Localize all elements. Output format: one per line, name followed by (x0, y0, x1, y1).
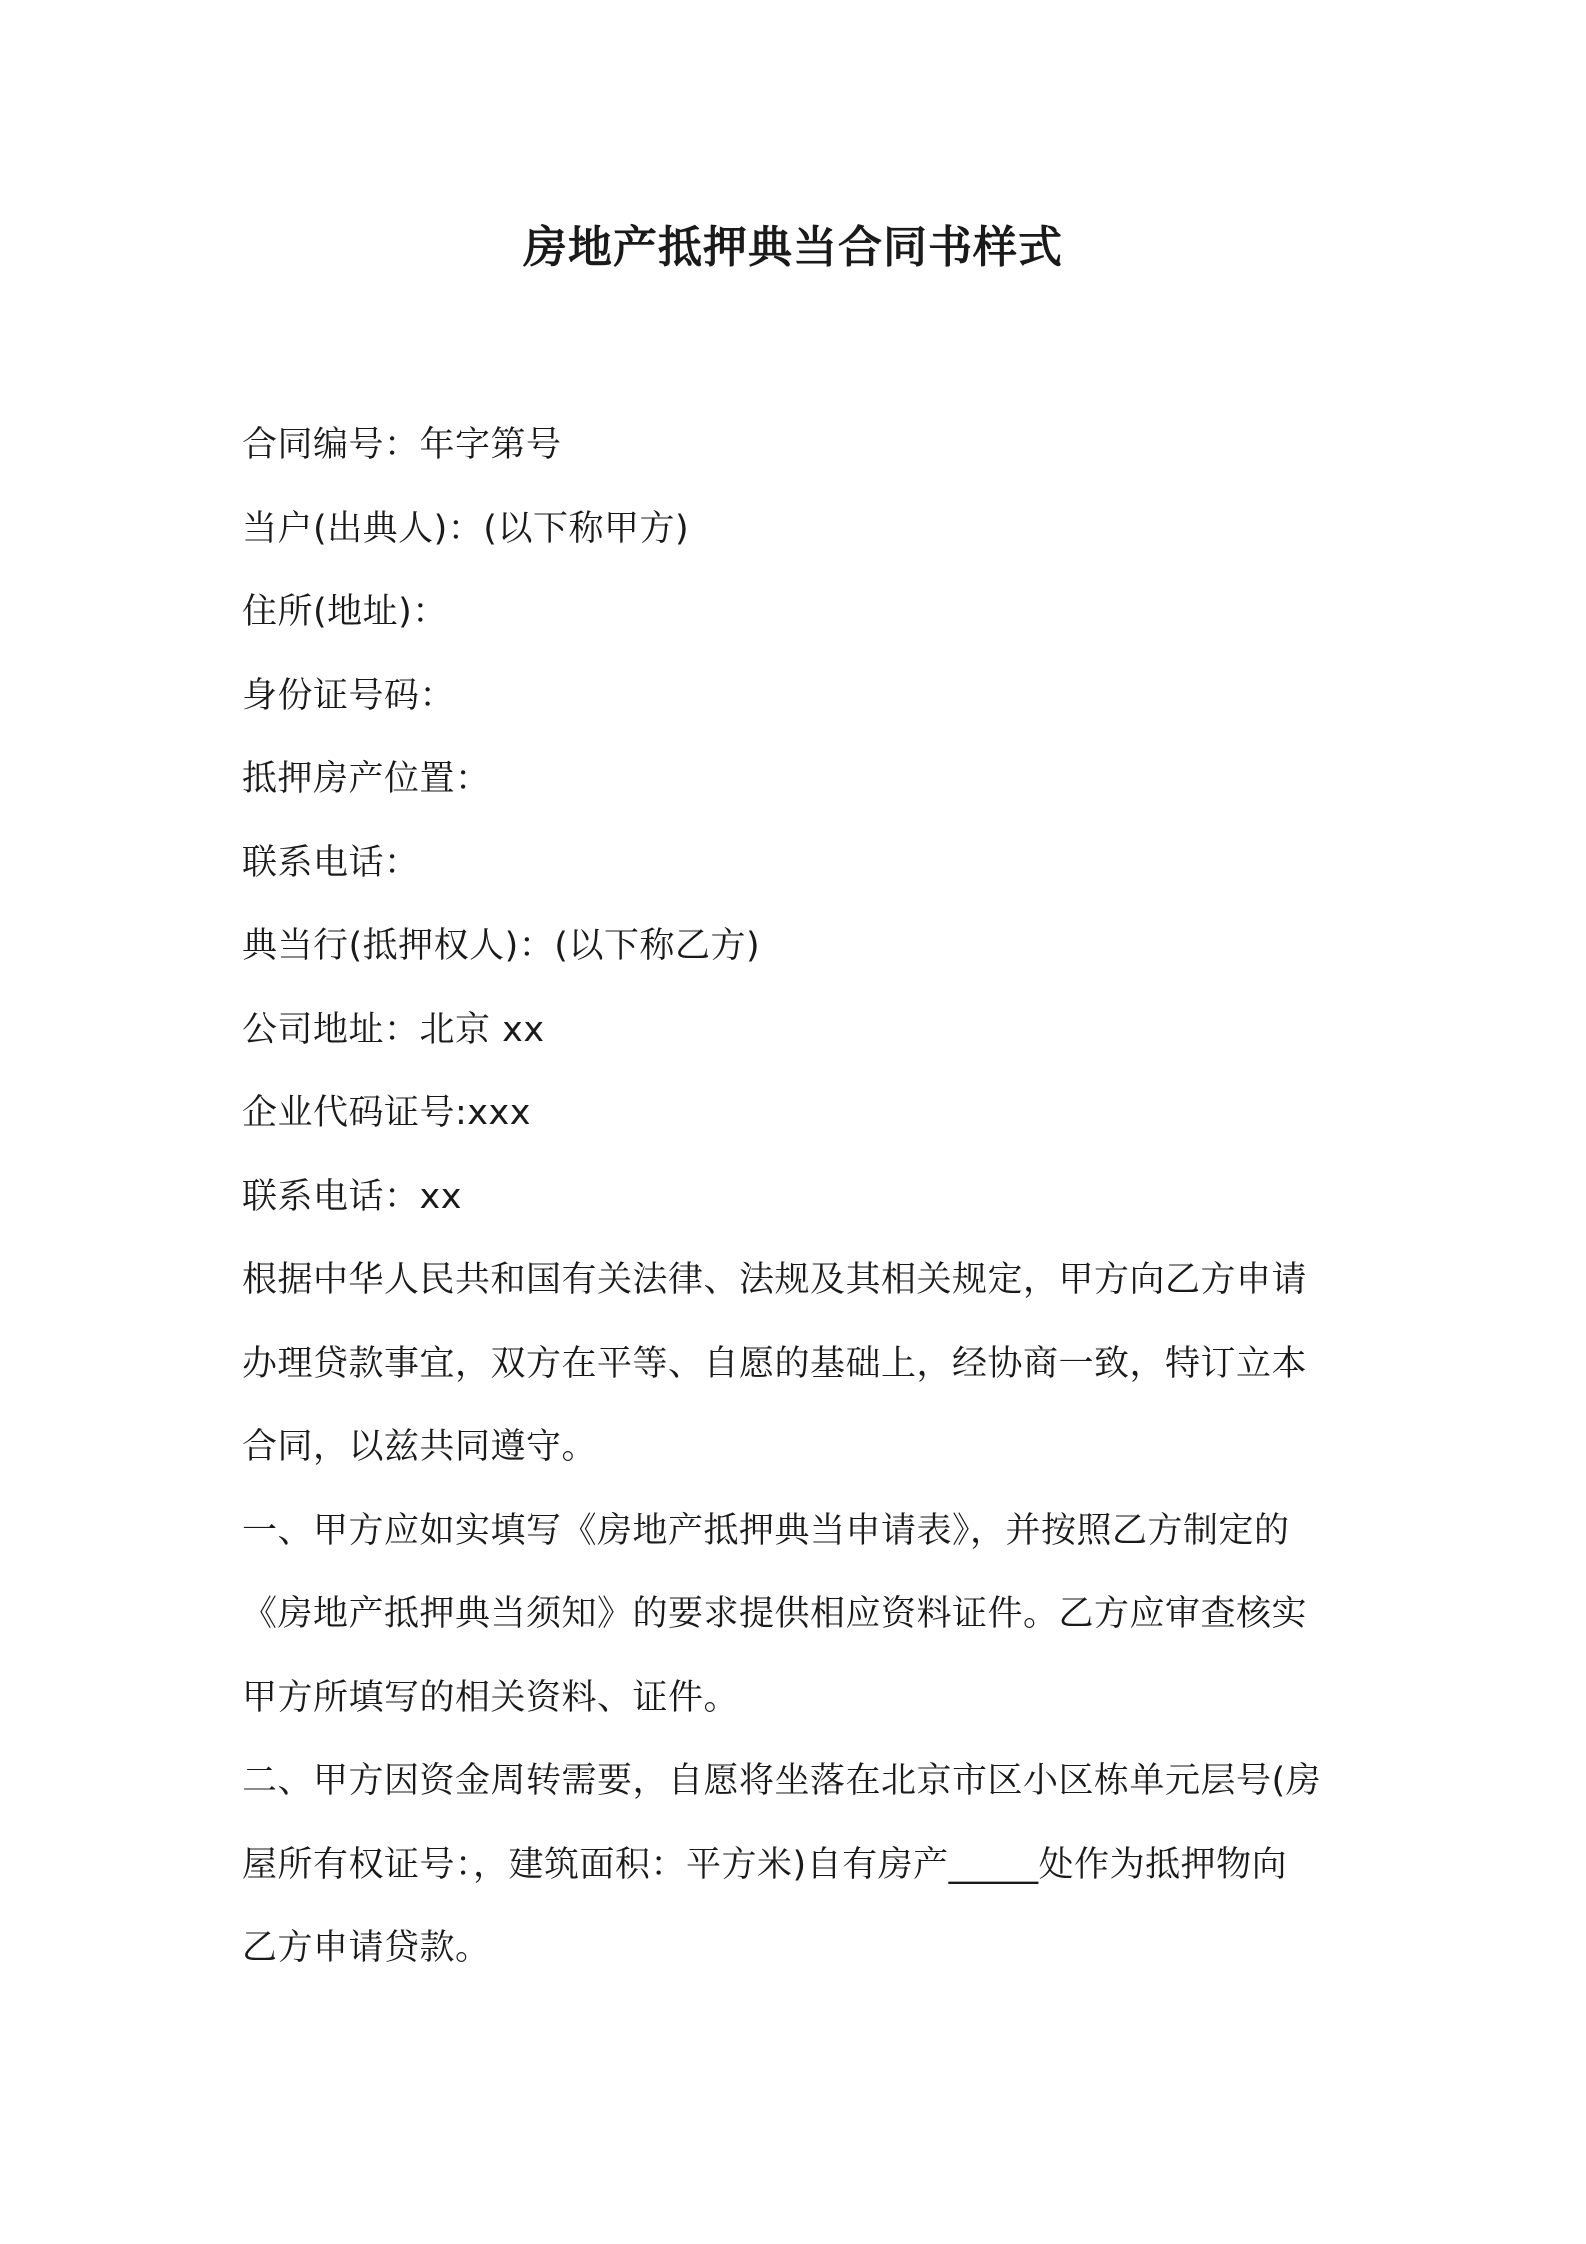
paragraph-line: 办理贷款事宜，双方在平等、自愿的基础上，经协商一致，特订立本 (242, 1343, 1308, 1384)
pawnshop-line: 典当行(抵押权人)：(以下称乙方) (242, 926, 761, 966)
phone-line: 联系电话： (242, 842, 420, 883)
company-address-line: 公司地址：北京 xx (242, 1009, 545, 1050)
pledgor-line: 当户(出典人)：(以下称甲方) (242, 508, 690, 549)
address-line: 住所(地址)： (242, 592, 448, 632)
document-title: 房地产抵押典当合同书样式 (523, 222, 1063, 273)
property-location-line: 抵押房产位置： (242, 759, 491, 799)
paragraph-line: 合同，以兹共同遵守。 (242, 1427, 598, 1467)
clause-two-line: 乙方申请贷款。 (242, 1928, 491, 1968)
clause-one-line: 甲方所填写的相关资料、证件。 (242, 1677, 740, 1718)
paragraph-line: 根据中华人民共和国有关法律、法规及其相关规定，甲方向乙方申请 (242, 1260, 1308, 1300)
clause-two-line: 二、甲方因资金周转需要，自愿将坐落在北京市区小区栋单元层号(房 (242, 1761, 1322, 1801)
clause-one-line: 《房地产抵押典当须知》的要求提供相应资料证件。乙方应审查核实 (242, 1594, 1308, 1634)
contract-number-line: 合同编号：年字第号 (242, 425, 562, 465)
company-phone-line: 联系电话：xx (242, 1176, 462, 1217)
clause-one-line: 一、甲方应如实填写《房地产抵押典当申请表》，并按照乙方制定的 (242, 1510, 1290, 1551)
id-number-line: 身份证号码： (242, 675, 456, 716)
enterprise-code-line: 企业代码证号:xxx (242, 1093, 531, 1133)
clause-two-line: 屋所有权证号：，建筑面积：平方米)自有房产_____处作为抵押物向 (242, 1844, 1288, 1885)
document-body (242, 404, 1362, 1991)
